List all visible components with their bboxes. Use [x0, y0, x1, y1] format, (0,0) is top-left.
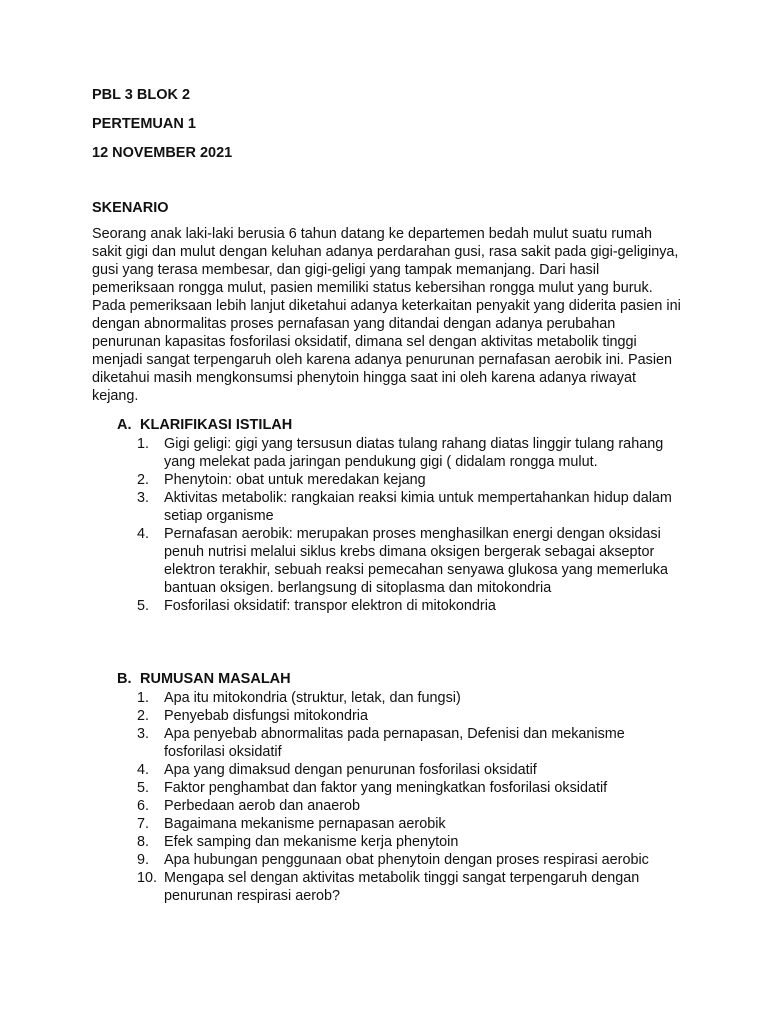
list-item-text: Fosforilasi oksidatif: transpor elektron di mitokondria: [164, 598, 496, 614]
list-item-text: Aktivitas metabolik: rangkaian reaksi kimia untuk mempertahankan hidup dalam setiap organisme: [164, 490, 672, 524]
section-a-title: KLARIFIKASI ISTILAH: [140, 417, 293, 433]
list-item: [137, 833, 683, 851]
list-item-number: 2.: [137, 472, 150, 488]
doc-header-line-1: PBL 3 BLOK 2: [92, 87, 191, 103]
list-item-number: 2.: [137, 708, 150, 724]
list-item: [137, 869, 683, 905]
list-item-text: Apa penyebab abnormalitas pada pernapasan, Defenisi dan mekanisme fosforilasi oksidatif: [164, 726, 625, 760]
list-item-number: 4.: [137, 526, 150, 542]
list-item: [137, 435, 683, 471]
list-item: [137, 597, 683, 615]
list-item-text: Phenytoin: obat untuk meredakan kejang: [164, 472, 426, 488]
list-item-number: 9.: [137, 852, 150, 868]
list-item-text: Apa hubungan penggunaan obat phenytoin dengan proses respirasi aerobic: [164, 852, 649, 868]
list-item: [137, 779, 683, 797]
skenario-heading: SKENARIO: [92, 200, 169, 216]
list-item-number: 4.: [137, 762, 150, 778]
list-item-number: 6.: [137, 798, 150, 814]
list-item: [137, 489, 683, 525]
list-item-number: 3.: [137, 726, 150, 742]
list-item-text: Faktor penghambat dan faktor yang meningkatkan fosforilasi oksidatif: [164, 780, 608, 796]
section-b-list: [137, 689, 683, 905]
list-item-text: Perbedaan aerob dan anaerob: [164, 798, 361, 814]
list-item: [137, 815, 683, 833]
section-b-letter: B.: [117, 671, 132, 687]
list-item-number: 1.: [137, 690, 150, 706]
list-item-number: 7.: [137, 816, 150, 832]
list-item-text: Apa itu mitokondria (struktur, letak, dan fungsi): [164, 690, 461, 706]
list-item-number: 1.: [137, 436, 150, 452]
list-item-text: Mengapa sel dengan aktivitas metabolik tinggi sangat terpengaruh dengan penurunan respirasi aerob?: [164, 870, 640, 904]
list-item-text: Bagaimana mekanisme pernapasan aerobik: [164, 816, 446, 832]
list-item: [137, 471, 683, 489]
skenario-paragraph: Seorang anak laki-laki berusia 6 tahun datang ke departemen bedah mulut suatu rumah sakit gigi dan mulut dengan keluhan adanya perdarahan gusi, rasa sakit pada gigi-geliginya, gusi yang terasa membesar, dan gigi-geligi yang tampak memanjang. Dari hasil pemeriksaan rongga mulut, pasien memiliki status kebersihan rongga mulut yang buruk. Pada pemeriksaan lebih lanjut diketahui adanya keterkaitan penyakit yang diderita pasien ini dengan abnormalitas proses pernafasan yang ditandai dengan adanya perubahan penurunan kapasitas fosforilasi oksidatif, dimana sel dengan aktivitas metabolik tinggi menjadi sangat terpengaruh oleh karena adanya penurunan pernafasan aerobik ini. Pasien diketahui masih mengkonsumsi phenytoin hingga saat ini oleh karena adanya riwayat kejang.: [92, 226, 681, 405]
list-item: [137, 761, 683, 779]
list-item: [137, 725, 683, 761]
list-item-number: 5.: [137, 780, 150, 796]
list-item-text: Penyebab disfungsi mitokondria: [164, 708, 368, 724]
list-item-text: Efek samping dan mekanisme kerja phenytoin: [164, 834, 459, 850]
list-item-text: Gigi geligi: gigi yang tersusun diatas tulang rahang diatas linggir tulang rahang yang melekat pada jaringan pendukung gigi ( didalam rongga mulut.: [164, 436, 664, 470]
list-item-text: Pernafasan aerobik: merupakan proses menghasilkan energi dengan oksidasi penuh nutrisi melalui siklus krebs dimana oksigen bergerak sebagai akseptor elektron terakhir, sebuah reaksi pemecahan senyawa glukosa yang memerluka bantuan oksigen. berlangsung di sitoplasma dan mitokondria: [164, 526, 668, 596]
list-item: [137, 525, 683, 597]
list-item: [137, 797, 683, 815]
section-a-letter: A.: [117, 417, 132, 433]
list-item-number: 5.: [137, 598, 150, 614]
list-item: [137, 689, 683, 707]
list-item: [137, 707, 683, 725]
list-item-text: Apa yang dimaksud dengan penurunan fosforilasi oksidatif: [164, 762, 537, 778]
section-a-list: [137, 435, 683, 615]
list-item-number: 10.: [137, 870, 158, 886]
section-b-title: RUMUSAN MASALAH: [140, 671, 291, 687]
list-item-number: 8.: [137, 834, 150, 850]
list-item: [137, 851, 683, 869]
section-a-heading: [117, 416, 292, 434]
doc-header-date: 12 NOVEMBER 2021: [92, 145, 233, 161]
section-b-heading: [117, 670, 291, 688]
doc-header-line-2: PERTEMUAN 1: [92, 116, 196, 132]
list-item-number: 3.: [137, 490, 150, 506]
